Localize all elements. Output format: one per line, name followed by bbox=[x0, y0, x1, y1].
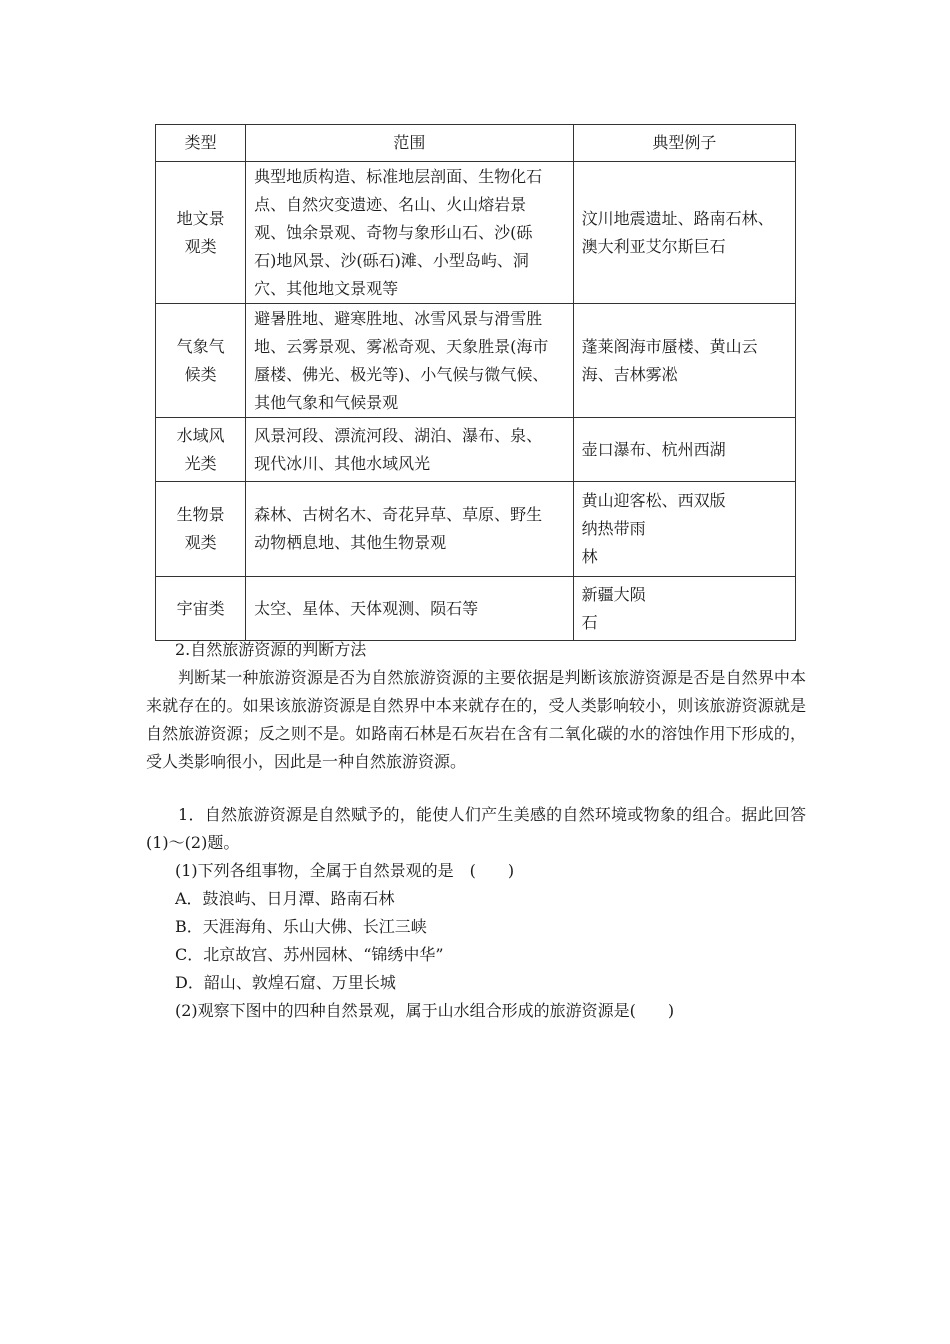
question-stem: 1．自然旅游资源是自然赋予的，能使人们产生美感的自然环境或物象的组合。据此回答(1)～(2)题。 bbox=[146, 805, 806, 852]
example-cell bbox=[573, 482, 795, 577]
example-text: 黄山迎客松、西双版 纳热带雨 林 bbox=[581, 491, 726, 566]
header-type: 类型 bbox=[156, 125, 246, 162]
table-row bbox=[156, 482, 796, 577]
option-b: B．天涯海角、乐山大佛、长江三峡 bbox=[175, 917, 427, 936]
section-paragraph: 判断某一种旅游资源是否为自然旅游资源的主要依据是判断该旅游资源是否是自然界中本来就存在的。如果该旅游资源是自然界中本来就存在的，受人类影响较小，则该旅游资源就是自然旅游资源；反之则不是。如路南石林是石灰岩在含有二氧化碳的水的溶蚀作用下形成的，受人类影响很小，因此是一种自然旅游资源。 bbox=[146, 668, 806, 771]
table-row bbox=[156, 577, 796, 641]
option-d: D．韶山、敦煌石窟、万里长城 bbox=[175, 973, 396, 992]
resource-table bbox=[155, 124, 796, 641]
table-header-row bbox=[156, 125, 796, 162]
example-text: 壶口瀑布、杭州西湖 bbox=[581, 439, 726, 459]
type-cell bbox=[156, 577, 246, 641]
section-heading: 2.自然旅游资源的判断方法 bbox=[175, 640, 367, 659]
question-stem-block bbox=[146, 801, 806, 857]
range-cell bbox=[246, 418, 574, 482]
example-text: 汶川地震遗址、路南石林、 澳大利亚艾尔斯巨石 bbox=[581, 208, 774, 256]
header-example: 典型例子 bbox=[573, 125, 795, 162]
range-cell bbox=[246, 162, 574, 304]
range-text: 典型地质构造、标准地层剖面、生物化石 点、自然灾变遗迹、名山、火山熔岩景 观、蚀余景观、奇物与象形山石、沙(砾 石)地风景、沙(砾石)滩、小型岛屿、洞 穴、其他地文景观等 bbox=[254, 166, 543, 298]
example-cell bbox=[573, 577, 795, 641]
range-text: 避暑胜地、避寒胜地、冰雪风景与滑雪胜 地、云雾景观、雾凇奇观、天象胜景(海市 蜃楼、佛光、极光等)、小气候与微气候、 其他气象和气候景观 bbox=[254, 308, 549, 412]
question-sub1: (1)下列各组事物，全属于自然景观的是 ( ) bbox=[175, 861, 515, 880]
type-cell bbox=[156, 418, 246, 482]
section-paragraph-block bbox=[146, 664, 806, 776]
range-cell bbox=[246, 482, 574, 577]
range-text: 太空、星体、天体观测、陨石等 bbox=[254, 598, 479, 618]
table-row bbox=[156, 162, 796, 304]
option-a: A．鼓浪屿、日月潭、路南石林 bbox=[175, 889, 395, 908]
table-row bbox=[156, 304, 796, 418]
header-range: 范围 bbox=[246, 125, 574, 162]
type-cell bbox=[156, 482, 246, 577]
type-text: 宇宙类 bbox=[176, 598, 225, 618]
range-text: 森林、古树名木、奇花异草、草原、野生 动物栖息地、其他生物景观 bbox=[254, 505, 543, 552]
range-text: 风景河段、漂流河段、湖泊、瀑布、泉、 现代冰川、其他水域风光 bbox=[254, 425, 543, 473]
table-row bbox=[156, 418, 796, 482]
example-text: 新疆大陨 石 bbox=[581, 584, 646, 632]
example-text: 蓬莱阁海市蜃楼、黄山云 海、吉林雾凇 bbox=[581, 336, 758, 384]
example-cell bbox=[573, 162, 795, 304]
example-cell bbox=[573, 304, 795, 418]
question-sub2: (2)观察下图中的四种自然景观，属于山水组合形成的旅游资源是( ) bbox=[175, 1001, 675, 1020]
type-text: 水域风 光类 bbox=[176, 425, 225, 473]
range-cell bbox=[246, 304, 574, 418]
type-text: 地文景 观类 bbox=[176, 208, 225, 256]
option-c: C．北京故宫、苏州园林、“锦绣中华” bbox=[175, 945, 444, 964]
type-text: 生物景 观类 bbox=[176, 505, 225, 552]
range-cell bbox=[246, 577, 574, 641]
type-cell bbox=[156, 162, 246, 304]
example-cell bbox=[573, 418, 795, 482]
type-cell bbox=[156, 304, 246, 418]
type-text: 气象气 候类 bbox=[176, 336, 225, 384]
